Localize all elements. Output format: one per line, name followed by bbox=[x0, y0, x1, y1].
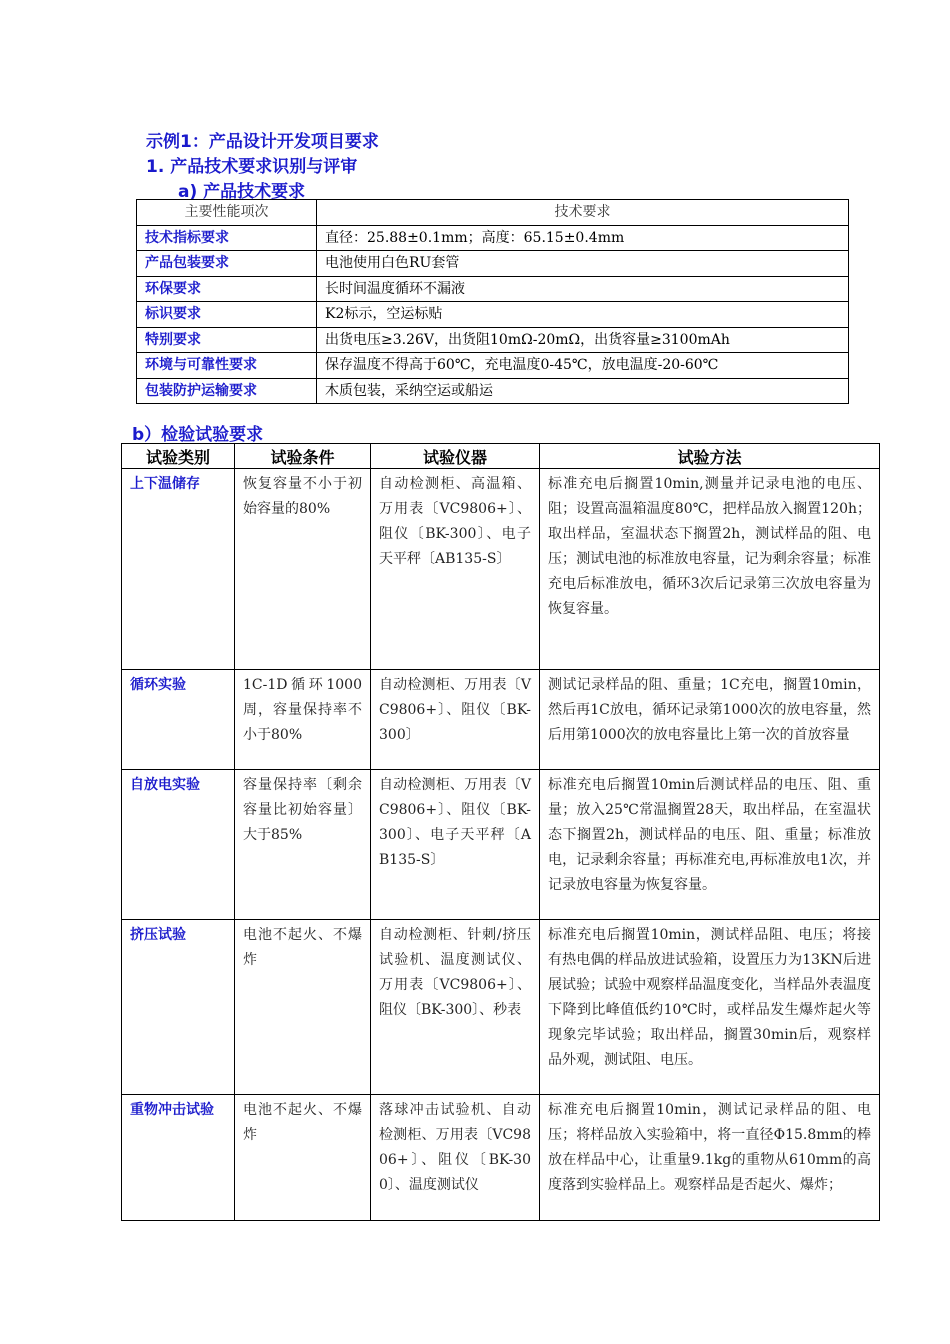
requirement-value: 木质包装，采纳空运或船运 bbox=[317, 378, 849, 404]
table-header-row bbox=[137, 200, 849, 226]
requirement-value: 长时间温度循环不漏液 bbox=[317, 276, 849, 302]
test-instrument: 自动检测柜、针刺/挤压试验机、温度测试仪、万用表〔VC9806+〕、阻仪〔BK-300〕、秒表 bbox=[371, 920, 540, 1095]
test-instrument: 自动检测柜、万用表〔VC9806+〕、阻仪〔BK-300〕 bbox=[371, 670, 540, 770]
requirement-item: 包装防护运输要求 bbox=[137, 378, 317, 404]
test-condition: 容量保持率〔剩余容量比初始容量〕大于85% bbox=[235, 770, 371, 920]
requirement-item: 产品包装要求 bbox=[137, 251, 317, 277]
inspection-test-requirements-table bbox=[121, 443, 880, 1221]
column-header: 试验条件 bbox=[235, 444, 371, 469]
table-row bbox=[137, 276, 849, 302]
test-category: 重物冲击试验 bbox=[122, 1095, 235, 1221]
requirement-item: 技术指标要求 bbox=[137, 225, 317, 251]
test-method: 标准充电后搁置10min，测试记录样品的阻、电压；将样品放入实验箱中，将一直径Φ15.8mm的棒放在样品中心，让重量9.1kg的重物从610mm的高度落到实验样品上。观察样品是否起火、爆炸； bbox=[540, 1095, 880, 1221]
table-row bbox=[137, 302, 849, 328]
test-condition: 1C-1D循环1000周，容量保持率不小于80% bbox=[235, 670, 371, 770]
table-row bbox=[122, 770, 880, 920]
section-1-heading: 1. 产品技术要求识别与评审 bbox=[146, 157, 358, 177]
subsection-a-heading: a) 产品技术要求 bbox=[178, 182, 306, 202]
requirement-value: 出货电压≥3.26V，出货阻10mΩ-20mΩ，出货容量≥3100mAh bbox=[317, 327, 849, 353]
requirement-value: 电池使用白色RU套管 bbox=[317, 251, 849, 277]
test-condition: 电池不起火、不爆炸 bbox=[235, 920, 371, 1095]
column-header: 主要性能项次 bbox=[137, 200, 317, 226]
requirement-value: 保存温度不得高于60℃，充电温度0-45℃，放电温度-20-60℃ bbox=[317, 353, 849, 379]
requirement-value: K2标示，空运标贴 bbox=[317, 302, 849, 328]
table-row bbox=[137, 327, 849, 353]
test-category: 循环实验 bbox=[122, 670, 235, 770]
test-condition: 电池不起火、不爆炸 bbox=[235, 1095, 371, 1221]
product-tech-requirements-table bbox=[136, 199, 849, 404]
table-row bbox=[137, 251, 849, 277]
test-method: 标准充电后搁置10min后测试样品的电压、阻、重量；放入25℃常温搁置28天，取出样品，在室温状态下搁置2h，测试样品的电压、阻、重量；标准放电，记录剩余容量；再标准充电,再标准放电1次，并记录放电容量为恢复容量。 bbox=[540, 770, 880, 920]
table-row bbox=[122, 920, 880, 1095]
test-category: 上下温储存 bbox=[122, 469, 235, 670]
test-instrument: 自动检测柜、高温箱、万用表〔VC9806+〕、阻仪〔BK-300〕、电子天平秤〔AB135-S〕 bbox=[371, 469, 540, 670]
table-row bbox=[122, 1095, 880, 1221]
test-instrument: 落球冲击试验机、自动检测柜、万用表〔VC9806+〕、阻仪〔BK-300〕、温度测试仪 bbox=[371, 1095, 540, 1221]
table-row bbox=[122, 670, 880, 770]
table-row bbox=[137, 225, 849, 251]
test-method: 标准充电后搁置10min,测量并记录电池的电压、阻；设置高温箱温度80℃，把样品放入搁置120h；取出样品，室温状态下搁置2h，测试样品的阻、电压；测试电池的标准放电容量，记为剩余容量；标准充电后标准放电，循环3次后记录第三次放电容量为恢复容量。 bbox=[540, 469, 880, 670]
test-instrument: 自动检测柜、万用表〔VC9806+〕、阻仪〔BK-300〕、电子天平秤〔AB135-S〕 bbox=[371, 770, 540, 920]
table-header-row bbox=[122, 444, 880, 469]
table-row bbox=[137, 378, 849, 404]
requirement-item: 环境与可靠性要求 bbox=[137, 353, 317, 379]
column-header: 试验仪器 bbox=[371, 444, 540, 469]
subsection-b-heading: b）检验试验要求 bbox=[132, 425, 264, 445]
requirement-item: 特别要求 bbox=[137, 327, 317, 353]
table-row bbox=[137, 353, 849, 379]
test-category: 挤压试验 bbox=[122, 920, 235, 1095]
requirement-item: 环保要求 bbox=[137, 276, 317, 302]
column-header: 技术要求 bbox=[317, 200, 849, 226]
test-method: 测试记录样品的阻、重量；1C充电，搁置10min，然后再1C放电，循环记录第1000次的放电容量，然后用第1000次的放电容量比上第一次的首放容量 bbox=[540, 670, 880, 770]
requirement-item: 标识要求 bbox=[137, 302, 317, 328]
column-header: 试验方法 bbox=[540, 444, 880, 469]
requirement-value: 直径：25.88±0.1mm；高度：65.15±0.4mm bbox=[317, 225, 849, 251]
test-category: 自放电实验 bbox=[122, 770, 235, 920]
table-row bbox=[122, 469, 880, 670]
column-header: 试验类别 bbox=[122, 444, 235, 469]
test-method: 标准充电后搁置10min，测试样品阻、电压；将接有热电偶的样品放进试验箱，设置压力为13KN后进展试验；试验中观察样品温度变化，当样品外表温度下降到比峰值低约10℃时，或样品发生爆炸起火等现象完毕试验；取出样品，搁置30min后，观察样品外观，测试阻、电压。 bbox=[540, 920, 880, 1095]
test-condition: 恢复容量不小于初始容量的80% bbox=[235, 469, 371, 670]
example-title: 示例1：产品设计开发项目要求 bbox=[146, 132, 379, 152]
